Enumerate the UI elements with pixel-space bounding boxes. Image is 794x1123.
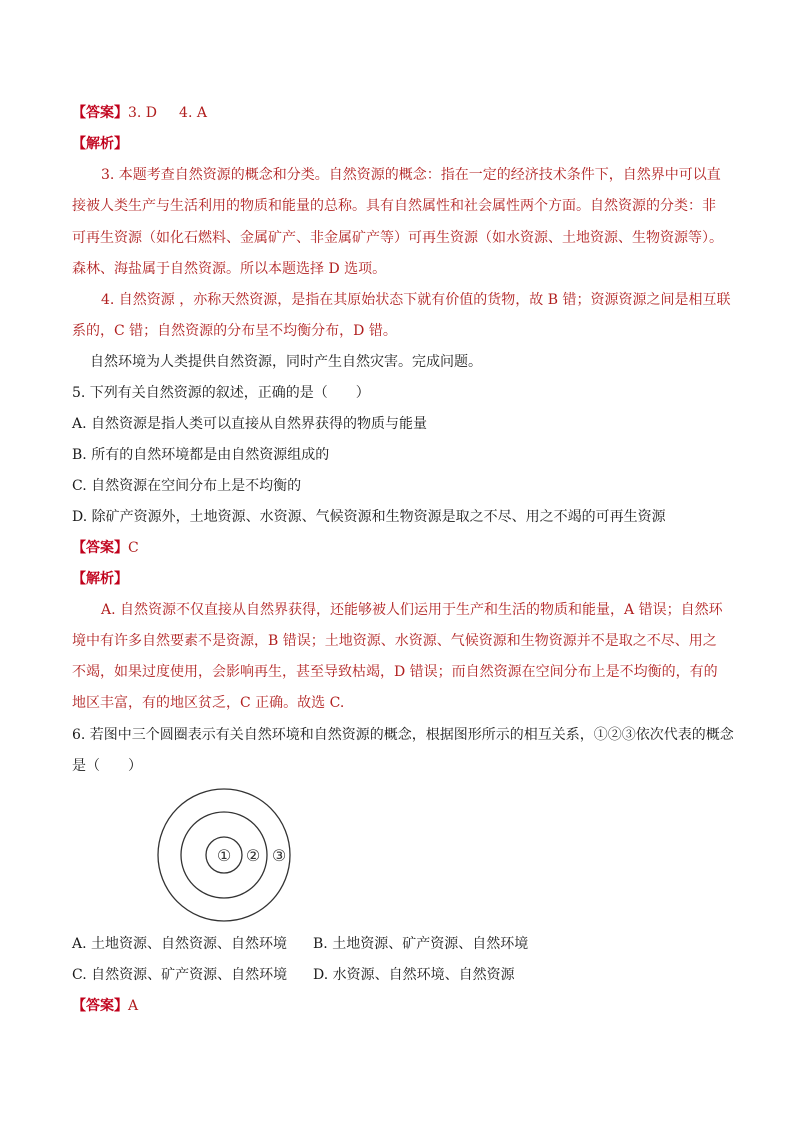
q6-option-a: A. 土地资源、自然资源、自然环境 [72,936,288,952]
q5-analysis-line: A. 自然资源不仅直接从自然界获得，还能够被人们运用于生产和生活的物质和能量，A 错误；自然环 [101,602,723,618]
analysis-label: 【解析】 [72,571,128,587]
q5-option-c: C. 自然资源在空间分布上是不均衡的 [72,478,302,494]
q5-option-d: D. 除矿产资源外，土地资源、水资源、气候资源和生物资源是取之不尽、用之不竭的可再生资源 [72,509,666,525]
answer-value: A [128,998,139,1014]
circle-label-3: ③ [271,846,287,865]
answer-value: C [128,540,139,556]
explanation-4-line: 4. 自然资源 ，亦称天然资源，是指在其原始状态下就有价值的货物，故 B 错；资源资源之间是相互联 [101,292,731,308]
q5-analysis-line: 境中有许多自然要素不是资源，B 错误；土地资源、水资源、气候资源和生物资源并不是取之不尽、用之 [72,633,717,649]
explanation-3-line: 森林、海盐属于自然资源。所以本题选择 D 选项。 [72,261,387,277]
intro-text: 自然环境为人类提供自然资源，同时产生自然灾害。完成问题。 [90,354,482,370]
circle-label-2: ② [245,846,261,865]
explanation-4-line: 系的，C 错；自然资源的分布呈不均衡分布，D 错。 [72,323,397,339]
answer-4: 4. A [179,105,207,121]
q6-option-b: B. 土地资源、矿产资源、自然环境 [313,936,529,952]
q5-option-a: A. 自然资源是指人类可以直接从自然界获得的物质与能量 [72,416,428,432]
answer-label: 【答案】 [72,998,128,1014]
answer-label: 【答案】 [72,540,128,556]
circle-label-1: ① [216,846,232,865]
q5-option-b: B. 所有的自然环境都是由自然资源组成的 [72,447,330,463]
answer-label: 【答案】 [72,105,128,121]
explanation-3-line: 可再生资源（如化石燃料、金属矿产、非金属矿产等）可再生资源（如水资源、土地资源、生物资源等）。 [72,230,723,246]
q6-answer [72,996,138,1016]
answer-3: 3. D [128,105,158,121]
q5-analysis-line: 地区丰富，有的地区贫乏，C 正确。故选 C. [72,695,345,711]
explanation-3-line: 3. 本题考查自然资源的概念和分类。自然资源的概念：指在一定的经济技术条件下，自然界中可以直 [101,167,721,183]
q5-stem: 5. 下列有关自然资源的叙述，正确的是（ ） [72,385,370,401]
explanation-3-line: 接被人类生产与生活利用的物质和能量的总称。具有自然属性和社会属性两个方面。自然资源的分类：非 [72,198,716,214]
q6-stem: 是（ ） [72,758,142,774]
q6-option-d: D. 水资源、自然环境、自然资源 [313,967,515,983]
q6-option-c: C. 自然资源、矿产资源、自然环境 [72,967,288,983]
q6-stem: 6. 若图中三个圆圈表示有关自然环境和自然资源的概念，根据图形所示的相互关系，①②③依次代表的概念 [72,727,734,743]
analysis-label: 【解析】 [72,136,128,152]
q5-analysis-line: 不竭，如果过度使用，会影响再生，甚至导致枯竭，D 错误；而自然资源在空间分布上是不均衡的，有的 [72,664,718,680]
